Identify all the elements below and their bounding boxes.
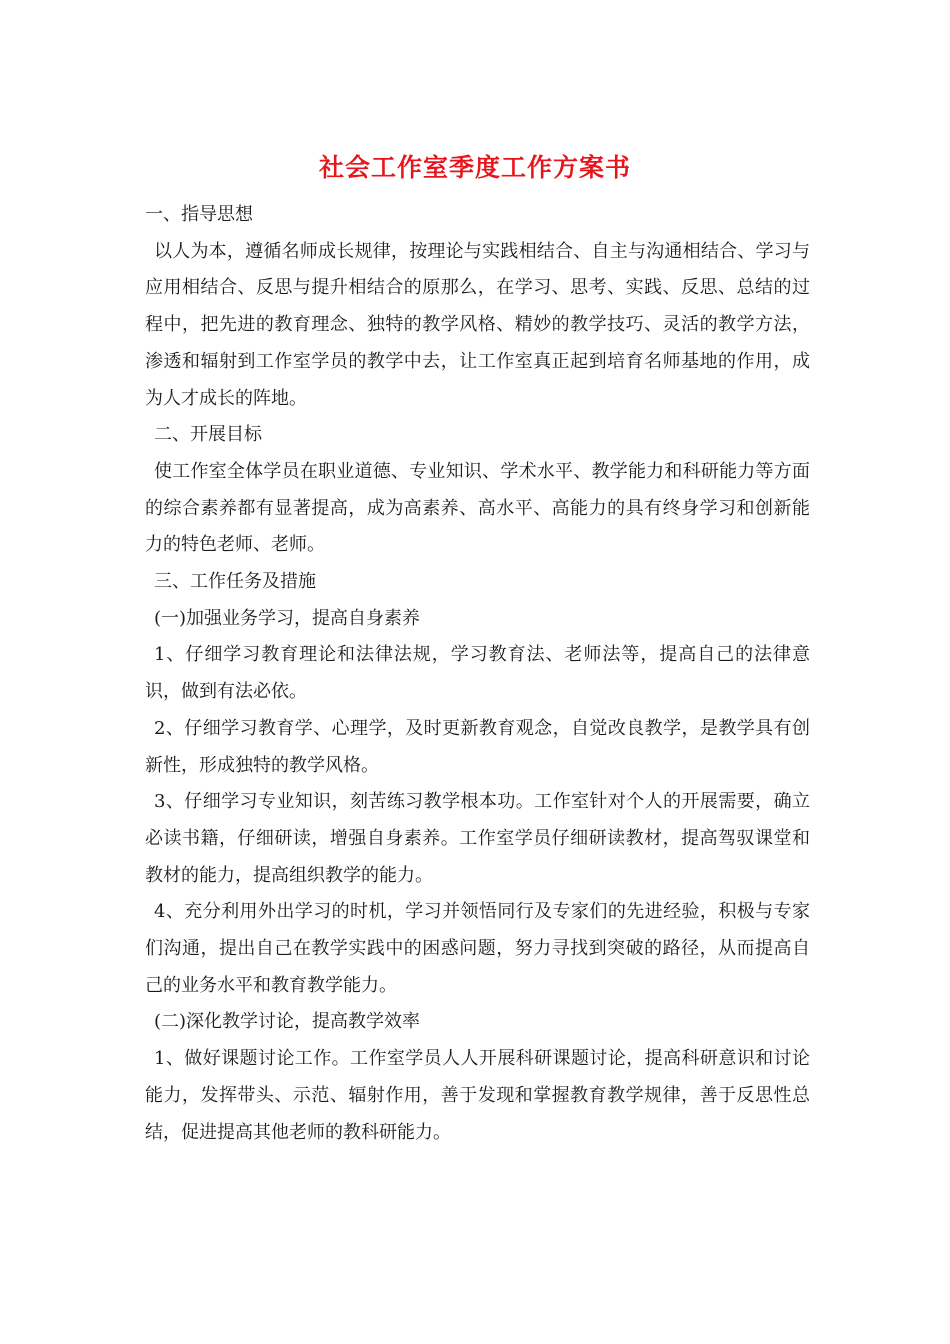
- list-item-teaching-1: 1、做好课题讨论工作。工作室学员人人开展科研课题讨论，提高科研意识和讨论能力，发挥带头、示范、辐射作用，善于发现和掌握教育教学规律，善于反思性总结，促进提高其他老师的教科研能力。: [145, 1048, 810, 1143]
- list-item-study-1: 1、仔细学习教育理论和法律法规，学习教育法、老师法等，提高自己的法律意识，做到有法必依。: [145, 644, 810, 703]
- document-title: 社会工作室季度工作方案书: [318, 153, 631, 182]
- document-body: [145, 197, 810, 1151]
- list-item-study-4: 4、充分利用外出学习的时机，学习并领悟同行及专家们的先进经验，积极与专家们沟通，提出自己在教学实践中的困惑问题，努力寻找到突破的路径，从而提高自己的业务水平和教育教学能力。: [145, 901, 810, 996]
- section-heading-guiding-ideology: 一、指导思想: [145, 204, 253, 225]
- paragraph-goals: 使工作室全体学员在职业道德、专业知识、学术水平、教学能力和科研能力等方面的综合素养都有显著提高，成为高素养、高水平、高能力的具有终身学习和创新能力的特色老师、老师。: [145, 460, 810, 556]
- subsection-heading-teaching: (二)深化教学讨论，提高教学效率: [154, 1011, 421, 1033]
- paragraph-guiding-ideology: 以人为本，遵循名师成长规律，按理论与实践相结合、自主与沟通相结合、学习与应用相结合、反思与提升相结合的原那么，在学习、思考、实践、反思、总结的过程中，把先进的教育理念、独特的教学风格、精妙的教学技巧、灵活的教学方法，渗透和辐射到工作室学员的教学中去，让工作室真正起到培育名师基地的作用，成为人才成长的阵地。: [145, 240, 810, 409]
- list-item-study-2: 2、仔细学习教育学、心理学，及时更新教育观念，自觉改良教学，是教学具有创新性，形成独特的教学风格。: [145, 717, 810, 776]
- list-item-study-3: 3、仔细学习专业知识，刻苦练习教学根本功。工作室针对个人的开展需要，确立必读书籍，仔细研读，增强自身素养。工作室学员仔细研读教材，提高驾驭课堂和教材的能力，提高组织教学的能力。: [145, 791, 810, 886]
- subsection-heading-study: (一)加强业务学习，提高自身素养: [154, 607, 421, 629]
- section-heading-goals: 二、开展目标: [154, 424, 262, 446]
- section-heading-tasks: 三、工作任务及措施: [154, 571, 316, 593]
